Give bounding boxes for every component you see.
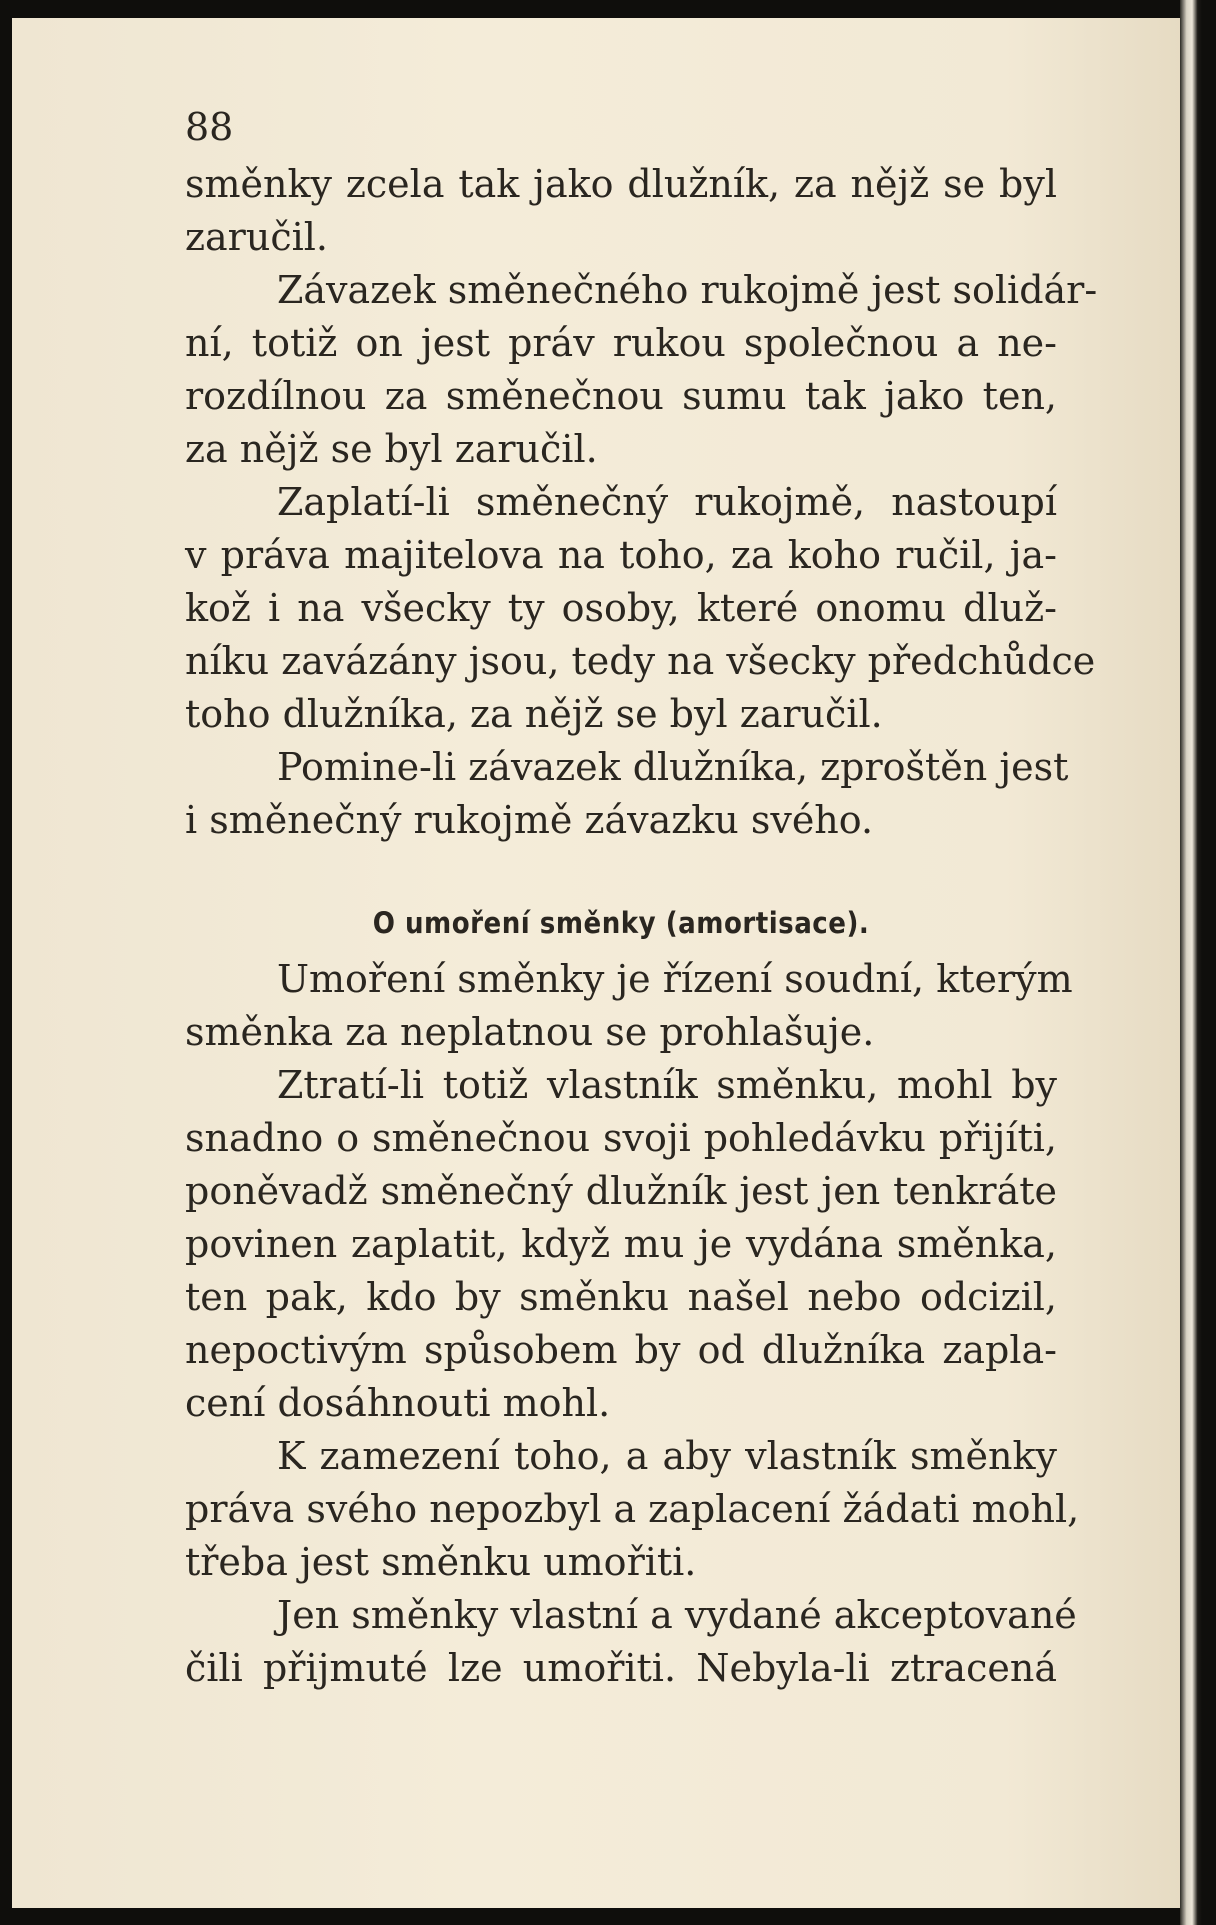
text-line: povinen zaplatit, když mu je vydána směnka, [185, 1222, 1057, 1266]
body-text-after-heading [185, 953, 1080, 1695]
text-line: i směnečný rukojmě závazku svého. [185, 798, 874, 842]
text-line: za nějž se byl zaručil. [185, 427, 598, 471]
body-text-before-heading [185, 158, 1098, 847]
text-line: třeba jest směnku umořiti. [185, 1540, 697, 1584]
text-line: Pomine-li závazek dlužníka, zproštěn jest [277, 745, 1069, 789]
text-line: ten pak, kdo by směnku našel nebo odcizil, [185, 1275, 1057, 1319]
text-line: níku zavázány jsou, tedy na všecky předchůdce [185, 639, 1096, 683]
text-line: nepoctivým spůsobem by od dlužníka zapla- [185, 1328, 1057, 1372]
text-line: Jen směnky vlastní a vydané akceptované [277, 1593, 1077, 1637]
text-line: cení dosáhnouti mohl. [185, 1381, 611, 1425]
text-line: směnka za neplatnou se prohlašuje. [185, 1010, 875, 1054]
text-line: toho dlužníka, za nějž se byl zaručil. [185, 692, 883, 736]
section-heading: O umoření směnky (amortisace). [372, 906, 870, 940]
text-line: směnky zcela tak jako dlužník, za nějž se byl [185, 162, 1057, 206]
page-text [185, 96, 1098, 1695]
text-line: čili přijmuté lze umořiti. Nebyla-li ztracená [185, 1646, 1057, 1690]
page-number: 88 [185, 105, 234, 149]
text-line: zaručil. [185, 215, 328, 259]
text-line: Umoření směnky je řízení soudní, kterým [277, 957, 1073, 1001]
text-line: Závazek směnečného rukojmě jest solidár- [277, 268, 1098, 312]
text-line: ní, totiž on jest práv rukou společnou a ne- [185, 321, 1057, 365]
text-line: práva svého nepozbyl a zaplacení žádati mohl, [185, 1487, 1080, 1531]
text-line: Zaplatí-li směnečný rukojmě, nastoupí [277, 480, 1057, 524]
text-line: poněvadž směnečný dlužník jest jen tenkráte [185, 1169, 1057, 1213]
text-line: K zamezení toho, a aby vlastník směnky [277, 1434, 1057, 1478]
text-line: kož i na všecky ty osoby, které onomu dluž- [185, 586, 1057, 630]
text-line: Ztratí-li totiž vlastník směnku, mohl by [277, 1063, 1057, 1107]
text-line: snadno o směnečnou svoji pohledávku přijíti, [185, 1116, 1057, 1160]
text-line: v práva majitelova na toho, za koho ručil, ja- [185, 533, 1057, 577]
page-edge [1180, 0, 1202, 1925]
text-line: rozdílnou za směnečnou sumu tak jako ten, [185, 374, 1057, 418]
